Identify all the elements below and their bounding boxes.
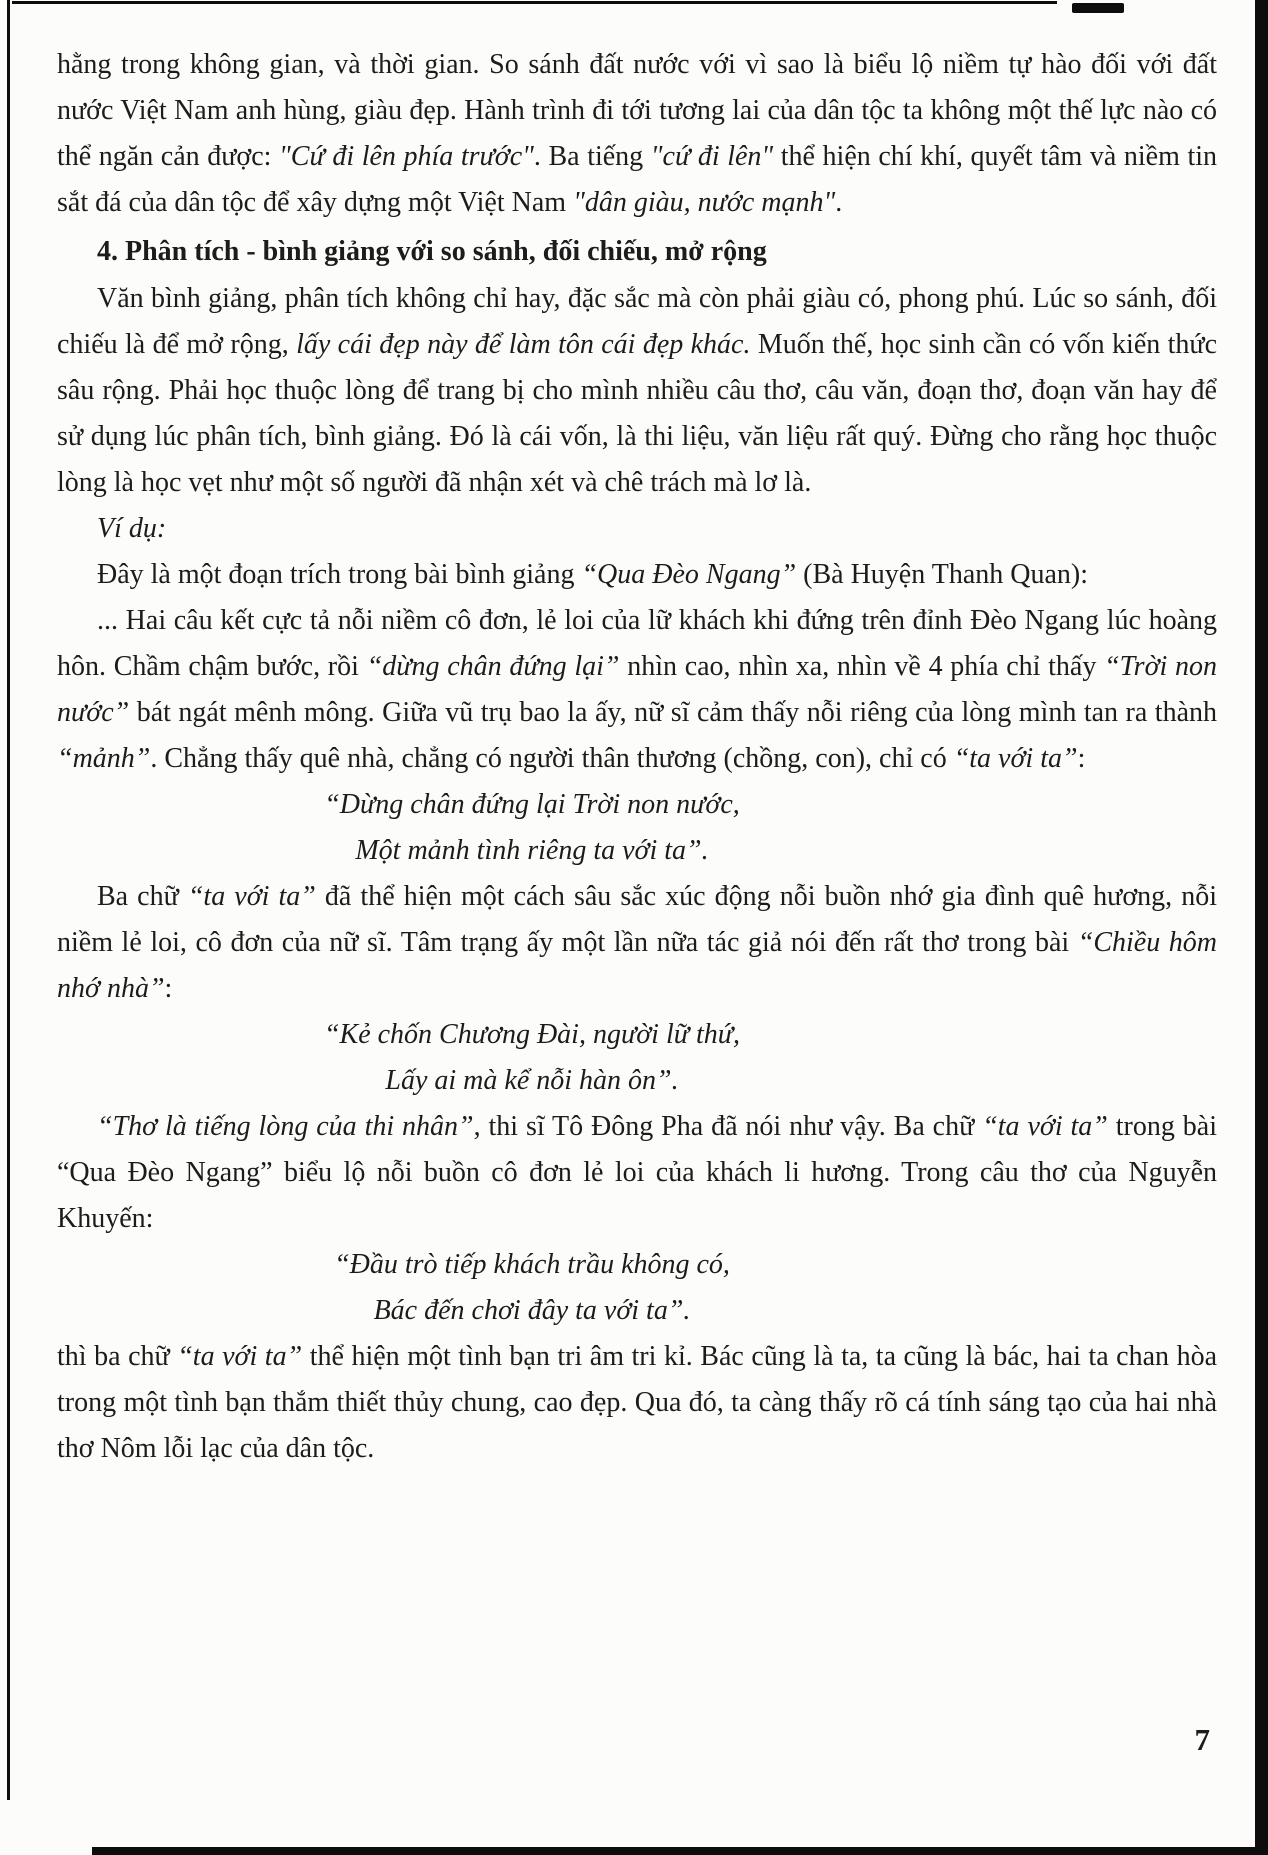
text-segment: thể hiện một tình bạn tri âm tri kỉ. Bác cũng là ta, ta cũng là bác, hai ta chan hòa trong một tình bạn thắm thiết thủy chung, cao đẹp. Qua đó, ta càng thấy rõ cá tính sáng tạo của hai nhà thơ Nôm lỗi lạc của dân tộc. — [57, 1341, 1217, 1464]
verse-block — [57, 1012, 1217, 1104]
section-heading: 4. Phân tích - bình giảng với so sánh, đối chiếu, mở rộng — [97, 236, 767, 267]
paragraph — [57, 598, 1217, 782]
scan-edge-right — [1255, 0, 1268, 1855]
verse-line: Lấy ai mà kể nỗi hàn ôn”. — [385, 1065, 679, 1096]
verse-line: Một mảnh tình riêng ta với ta”. — [355, 835, 709, 866]
italic-text-segment: Ví dụ: — [97, 513, 167, 544]
text-segment: thể hiện chí khí, quyết tâm và niềm tin sắt đá của dân tộc để xây dựng một Việt Nam — [57, 141, 1217, 218]
text-segment: : — [1077, 743, 1086, 774]
verse-line: “Đầu trò tiếp khách trầu không có, — [334, 1249, 730, 1280]
paragraph — [57, 42, 1217, 226]
verse-line: Bác đến chơi đây ta với ta”. — [373, 1295, 691, 1326]
italic-text-segment: “Thơ là tiếng lòng của thi nhân” — [97, 1111, 474, 1142]
text-segment: (Bà Huyện Thanh Quan): — [796, 559, 1089, 590]
scan-edge-top — [12, 1, 1057, 4]
italic-text-segment: “Chiều hôm nhớ nhà” — [57, 927, 1217, 1004]
italic-text-segment: "cứ đi lên" — [650, 141, 774, 172]
text-segment: ... Hai câu kết cực tả nỗi niềm cô đơn, lẻ loi của lữ khách khi đứng trên đỉnh Đèo Ngang lúc hoàng hôn. Chầm chậm bước, rồi — [57, 605, 1217, 682]
italic-text-segment: “dừng chân đứng lại” — [366, 651, 620, 682]
text-segment: . — [835, 187, 843, 218]
italic-text-segment: “ta với ta” — [177, 1341, 303, 1372]
italic-text-segment: “Qua Đèo Ngang” — [581, 559, 797, 590]
verse-block — [57, 782, 1217, 874]
text-segment: hằng trong không gian, và thời gian. So sánh đất nước với vì sao là biểu lộ niềm tự hào đối với đất nước Việt Nam anh hùng, giàu đẹp. Hành trình đi tới tương lai của dân tộc ta không một thế lực nào có thể ngăn cản được: — [57, 49, 1217, 172]
scan-edge-left — [7, 0, 10, 1800]
text-segment: nhìn cao, nhìn xa, nhìn về 4 phía chỉ thấy — [619, 651, 1105, 682]
italic-text-segment: lấy cái đẹp này để làm tôn cái đẹp khác. — [296, 329, 751, 360]
italic-text-segment: “ta với ta” — [187, 881, 316, 912]
italic-text-segment: “mảnh” — [57, 743, 151, 774]
text-segment: bát ngát mênh mông. Giữa vũ trụ bao la ấy, nữ sĩ cảm thấy nỗi riêng của lòng mình tan ra thành — [129, 697, 1217, 728]
paragraph — [57, 1104, 1217, 1242]
verse-line: “Kẻ chốn Chương Đài, người lữ thứ, — [323, 1019, 741, 1050]
text-segment: Ba chữ — [97, 881, 188, 912]
italic-text-segment: “ta với ta” — [953, 743, 1078, 774]
paragraph — [57, 874, 1217, 1012]
scan-mark-top-right — [1072, 3, 1124, 13]
page-number: 7 — [1194, 1722, 1210, 1757]
text-segment: . Ba tiếng — [533, 141, 651, 172]
verse-block — [57, 1242, 1217, 1334]
italic-text-segment: “ta với ta” — [982, 1111, 1108, 1142]
text-segment: đã thể hiện một cách sâu sắc xúc động nỗi buồn nhớ gia đình quê hương, nỗi niềm lẻ loi, cô đơn của nữ sĩ. Tâm trạng ấy một lần nữa tác giả nói đến rất thơ trong bài — [57, 881, 1217, 958]
paragraph — [57, 552, 1217, 598]
italic-text-segment: "dân giàu, nước mạnh" — [573, 187, 836, 218]
text-segment: . Chẳng thấy quê nhà, chẳng có người thân thương (chồng, con), chỉ có — [150, 743, 954, 774]
text-segment: Văn bình giảng, phân tích không chỉ hay, đặc sắc mà còn phải giàu có, phong phú. Lúc so sánh, đối chiếu là để mở rộng, — [57, 283, 1217, 360]
text-segment: Muốn thế, học sinh cần có vốn kiến thức sâu rộng. Phải học thuộc lòng để trang bị cho mình nhiều câu thơ, câu văn, đoạn thơ, đoạn văn hay để sử dụng lúc phân tích, bình giảng. Đó là cái vốn, là thi liệu, văn liệu rất quý. Đừng cho rằng học thuộc lòng là học vẹt như một số người đã nhận xét và chê trách mà lơ là. — [57, 329, 1218, 498]
scan-edge-bottom — [92, 1847, 1268, 1855]
paragraph — [57, 506, 1217, 552]
verse-line: “Dừng chân đứng lại Trời non nước, — [324, 789, 740, 820]
paragraph — [57, 276, 1217, 506]
italic-text-segment: “Trời non nước” — [57, 651, 1218, 728]
text-segment: trong bài “Qua Đèo Ngang” biểu lộ nỗi buồn cô đơn lẻ loi của khách li hương. Trong câu thơ của Nguyễn Khuyến: — [57, 1111, 1217, 1234]
page-content — [57, 42, 1217, 1472]
text-segment: thì ba chữ — [57, 1341, 178, 1372]
text-segment: : — [164, 973, 173, 1004]
italic-text-segment: "Cứ đi lên phía trước" — [279, 141, 534, 172]
text-segment: Đây là một đoạn trích trong bài bình giảng — [97, 559, 582, 590]
paragraph — [57, 1334, 1217, 1472]
text-segment: , thi sĩ Tô Đông Pha đã nói như vậy. Ba chữ — [473, 1111, 983, 1142]
